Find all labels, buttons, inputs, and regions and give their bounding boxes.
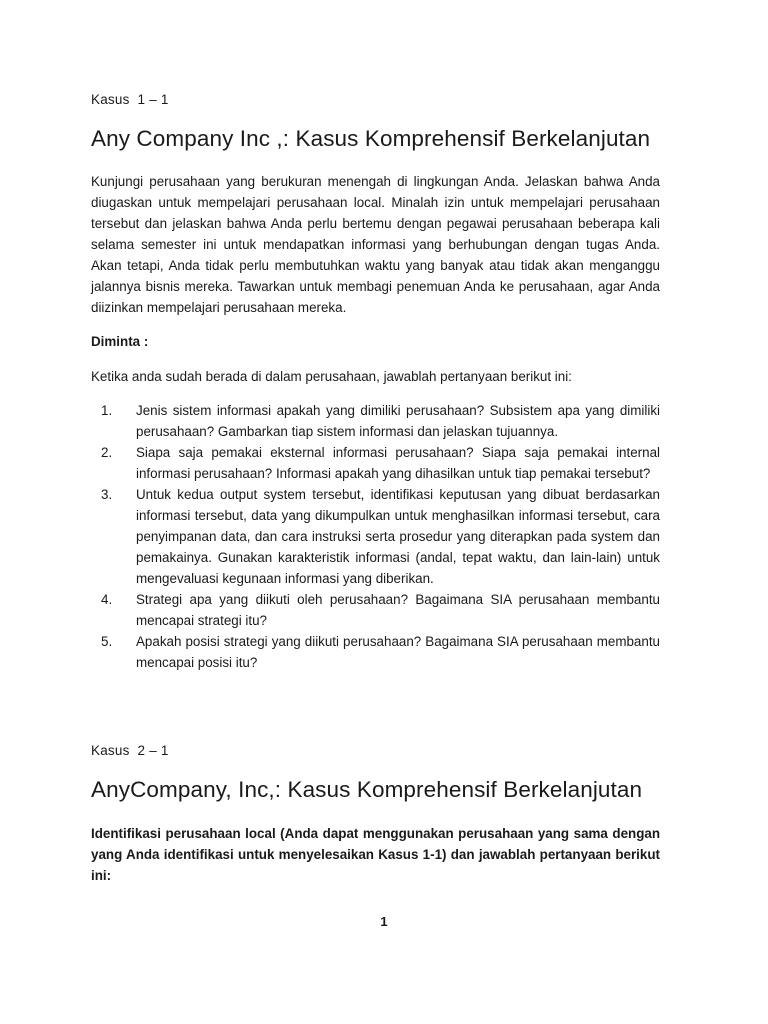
question-number: 4.	[101, 592, 113, 607]
case1-label	[91, 92, 660, 107]
case2-number: 2 – 1	[137, 743, 169, 758]
question-text: Strategi apa yang diikuti oleh perusahaan? Bagaimana SIA perusahaan membantu mencapai strategi itu?	[136, 592, 660, 628]
case1-title: Any Company Inc ,: Kasus Komprehensif Berkelanjutan	[91, 126, 651, 151]
case1-lead: Ketika anda sudah berada di dalam perusahaan, jawablah pertanyaan berikut ini:	[91, 369, 572, 384]
question-text: Siapa saja pemakai eksternal informasi perusahaan? Siapa saja pemakai internal informasi perusahaan? Informasi apakah yang dihasilkan untuk tiap pemakai tersebut?	[136, 445, 660, 481]
question-item	[91, 400, 660, 442]
question-text: Untuk kedua output system tersebut, identifikasi keputusan yang dibuat berdasarkan informasi tersebut, data yang dikumpulkan untuk menghasilkan informasi tersebut, cara penyimpanan data, dan cara instruksi serta prosedur yang diterapkan pada system dan pemakainya. Gunakan karakteristik informasi (andal, tepat waktu, dan lain-lain) untuk mengevaluasi kegunaan informasi yang diberikan.	[136, 487, 660, 586]
case2-title: AnyCompany, Inc,: Kasus Komprehensif Berkelanjutan	[91, 777, 643, 802]
page-number: 1	[380, 914, 388, 929]
case1-intro: Kunjungi perusahaan yang berukuran menengah di lingkungan Anda. Jelaskan bahwa Anda diugaskan untuk mempelajari perusahaan local. Minalah izin untuk mempelajari perusahaan tersebut dan jelaskan bahwa Anda perlu bertemu dengan pegawai perusahaan beberapa kali selama semester ini untuk mendapatkan informasi yang berhubungan dengan tugas Anda. Akan tetapi, Anda tidak perlu membutuhkan waktu yang banyak atau tidak akan menganggu jalannya bisnis mereka. Tawarkan untuk membagi penemuan Anda ke perusahaan, agar Anda diizinkan mempelajari perusahaan mereka.	[91, 174, 660, 315]
question-number: 5.	[101, 634, 113, 649]
case1-label-text: Kasus	[91, 92, 130, 107]
case1-required-label: Diminta :	[91, 334, 149, 349]
question-item	[91, 442, 660, 484]
question-item	[91, 589, 660, 631]
question-text: Apakah posisi strategi yang diikuti perusahaan? Bagaimana SIA perusahaan membantu mencapai posisi itu?	[136, 634, 660, 670]
case2-label	[91, 743, 660, 758]
question-item	[91, 484, 660, 589]
case1-question-list	[91, 400, 660, 673]
question-number: 2.	[101, 445, 113, 460]
case2-intro: Identifikasi perusahaan local (Anda dapat menggunakan perusahaan yang sama dengan yang Anda identifikasi untuk menyelesaikan Kasus 1-1) dan jawablah pertanyaan berikut ini:	[91, 826, 660, 883]
question-number: 3.	[101, 487, 113, 502]
question-item	[91, 631, 660, 673]
question-text: Jenis sistem informasi apakah yang dimiliki perusahaan? Subsistem apa yang dimiliki perusahaan? Gambarkan tiap sistem informasi dan jelaskan tujuannya.	[136, 403, 660, 439]
case1-number: 1 – 1	[137, 92, 169, 107]
case2-label-text: Kasus	[91, 743, 130, 758]
question-number: 1.	[101, 403, 113, 418]
